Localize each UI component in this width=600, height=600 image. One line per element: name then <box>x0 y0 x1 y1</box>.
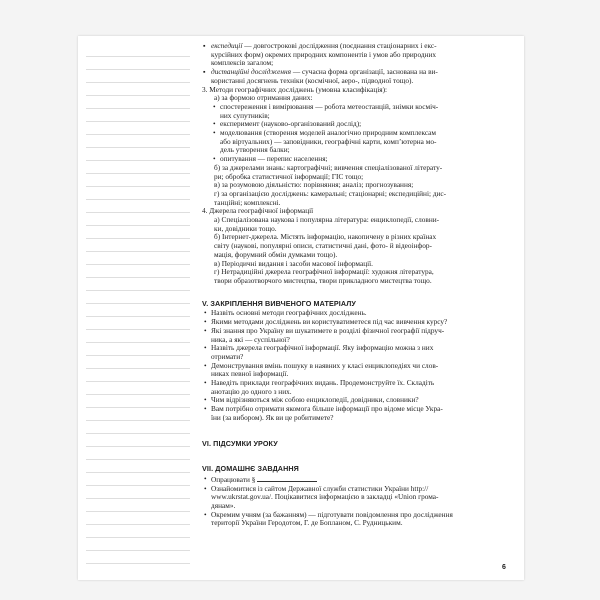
list-item: • Які знання про Україну ви шукатимете в розділі фізичної географії підруч- ника, а які — суспільної? <box>202 327 516 344</box>
list-item: • Якими методами досліджень ви користуватиметеся під час вивчення курсу? <box>202 318 516 327</box>
section-vii-heading: VII. ДОМАШНЄ ЗАВДАННЯ <box>202 464 299 474</box>
section-3g: г) за організацією досліджень: камеральні; стаціонарні; експедиційні; дис- танційні; комплексні. <box>214 188 447 207</box>
section-3b: б) за джерелами знань: картографічні; вивчення спеціалізованої літерату- ри; обробка статистичної інформації; ГІС тощо; <box>214 162 443 181</box>
list-item: • Вам потрібно отримати якомога більше інформації про відоме місце Укра- їни (за вибором). Як ви це робитимете? <box>202 405 516 422</box>
workbook-page <box>78 36 524 580</box>
list-item: • експеримент (науково-організований дослід); <box>202 120 516 129</box>
section-4a: а) Спеціалізована наукова і популярна література: енциклопедії, словни- ки, довідники тощо. <box>214 215 440 233</box>
section-4b: б) Інтернет-джерела. Містять інформацію, накопичену в різних країнах світу (наукові, популярні описи, статистичні дані, фото- й відеоінфор- мація, форумний обмін думками тощо). <box>214 232 437 259</box>
page-number: 6 <box>502 564 506 571</box>
list-item: • Чим відрізняються між собою енциклопедії, довідники, словники? <box>202 396 516 405</box>
list-item: • опитування — перепис населення; <box>202 155 516 164</box>
list-item: • Назвіть основні методи географічних досліджень. <box>202 309 516 318</box>
section-3a-title: а) за формою отримання даних: <box>214 93 313 103</box>
list-item: • Назвіть джерела географічної інформації. Яку інформацію можна з них отримати? <box>202 344 516 361</box>
section-4g: г) Нетрадиційні джерела географічної інформації: художня література, твори образотворчого мистецтва, твори прикладного мистецтва тощо. <box>214 267 434 285</box>
notes-ruled-lines <box>86 44 190 574</box>
list-item: • моделювання (створення моделей аналогічно природним комплексам або віртуальних) — заповідники, географічні карти, комп’ютерна мо- дель утворення балки; <box>202 129 516 155</box>
section-v-heading: V. ЗАКРІПЛЕННЯ ВИВЧЕНОГО МАТЕРІАЛУ <box>202 298 356 308</box>
list-item: ▪ експедиції — довгострокові дослідження (поєднання стаціонарних і екс- курсійних форм) окремих природних компонентів і умов або природних комплексів загалом; <box>202 42 516 68</box>
list-item: • Демонстрування вмінь пошуку в наявних у класі енциклопедіях чи слов- никах певної інформації. <box>202 362 516 379</box>
list-item: • Ознайомитися із сайтом Державної служби статистики України http:// www.ukrstat.gov.ua/. Поцікавитися інформацією в закладці «Union грома- дянам». <box>202 485 516 511</box>
answer-blank-line[interactable] <box>257 475 317 482</box>
list-item: • Опрацювати § <box>202 475 516 485</box>
list-item: • Наведіть приклади географічних видань. Продемонструйте їх. Складіть анотацію до одного з них. <box>202 379 516 396</box>
section-3-title: 3. Методи географічних досліджень (умовна класифікація): <box>202 84 388 94</box>
list-item: • Окремим учням (за бажанням) — підготувати повідомлення про дослідження території України Геродотом, Г. де Бопланом, С. Рудницьким. <box>202 511 516 528</box>
section-3v: в) за розумовою діяльністю: порівняння; аналіз; прогнозування; <box>214 180 414 190</box>
list-item: • спостереження і вимірювання — робота метеостанцій, знімки косміч- них супутників; <box>202 103 516 120</box>
section-vi-heading: VI. ПІДСУМКИ УРОКУ <box>202 438 278 448</box>
list-item: ▪ дистанційні дослідження — сучасна форма організації, заснована на ви- користанні досягнень техніки (космічної, аеро-, підводної тощо). <box>202 68 516 85</box>
section-4-title: 4. Джерела географічної інформації <box>202 206 314 216</box>
lesson-content <box>202 42 516 528</box>
section-4v: в) Періодичні видання і засоби масової інформації. <box>214 258 373 268</box>
